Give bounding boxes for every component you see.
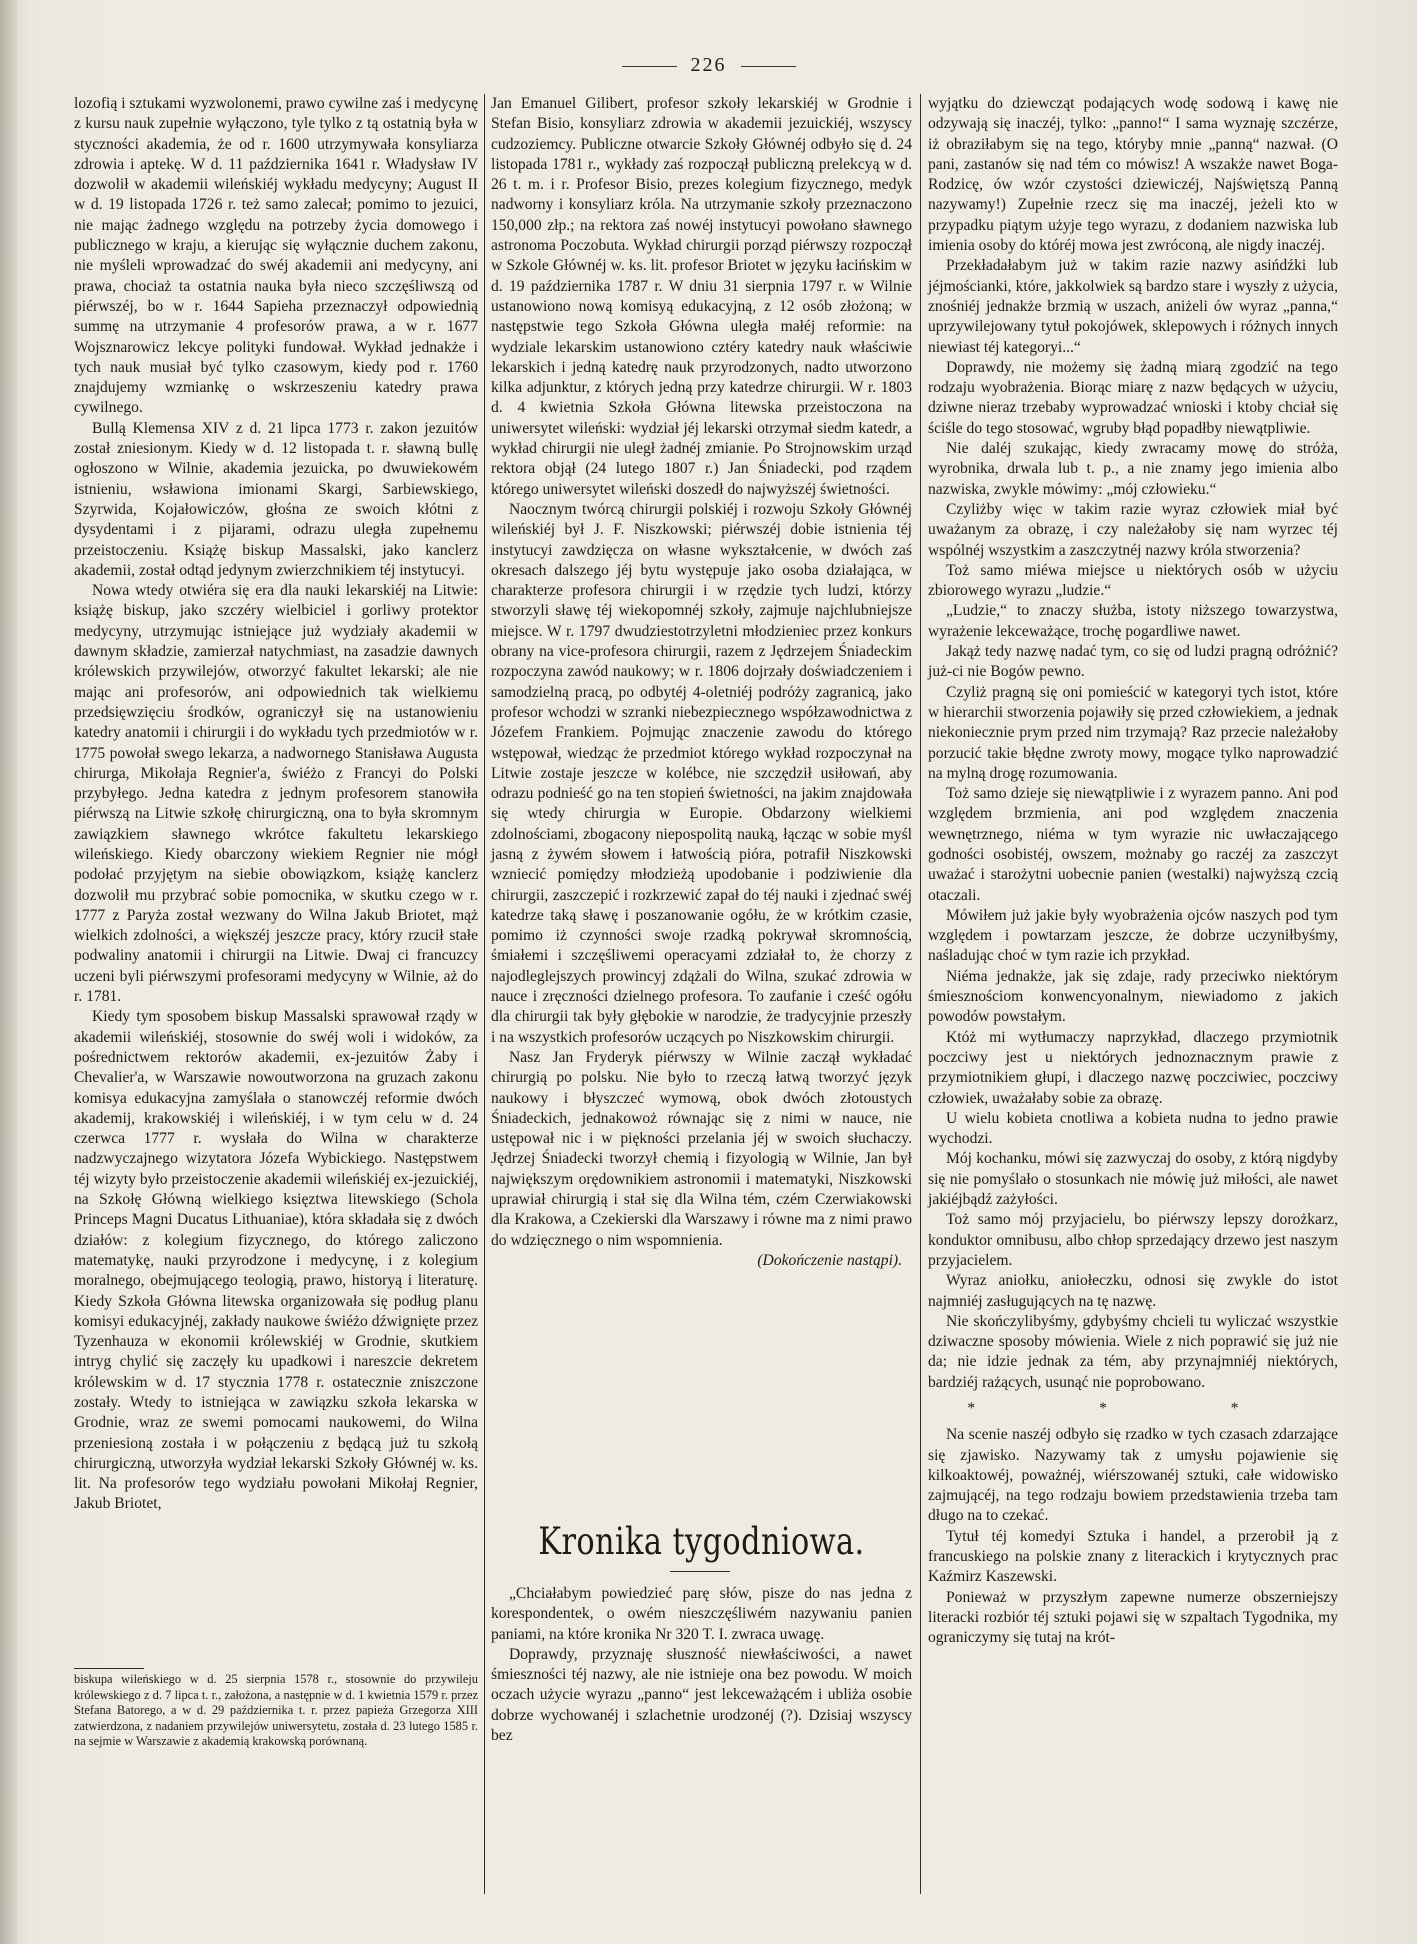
column-divider-2 <box>920 94 921 1894</box>
paragraph: Czyliżby więc w takim razie wyraz człowiek miał być uważanym za obrazę, i czy należałoby się nam wyrzec téj wspólnéj wszystkim a zaszczytnéj nazwy króla stworzenia? <box>928 500 1338 559</box>
paragraph: Na scenie naszéj odbyło się rzadko w tych czasach zdarzające się zjawisko. Nazywamy tak z umysłu pojawienie się kilkoaktowéj, poważnéj, wiérszowanéj sztuki, całe widowisko zajmującéj, na tego rodzaju bowiem przedstawienia trzeba tam długo na to czekać. <box>928 1426 1338 1525</box>
paragraph: Toż samo dzieje się niewątpliwie i z wyrazem panno. Ani pod względem brzmienia, ani pod względem znaczenia wewnętrznego, niéma w tym wyrazie nic uwłaczającego godności osobistéj, owszem, możnaby go raczéj za zaszczyt uważać i starożytni uobecnie panien (westalki) najwyższą czcią otaczali. <box>928 785 1338 904</box>
paragraph: Nie skończylibyśmy, gdybyśmy chcieli tu wyliczać wszystkie dziwaczne sposoby mówienia. Wiele z nich poprawić się już nie da; nie idzie jednak za tém, aby przynajmniéj niektórych, bardziéj rażących, usunąć nie poprobowano. <box>928 1312 1338 1391</box>
page-number: 226 <box>0 54 1417 77</box>
paragraph: Toż samo mój przyjacielu, bo piérwszy lepszy dorożkarz, konduktor omnibusu, albo chłop sprzedający drzewo jest naszym przyjacielem. <box>928 1211 1338 1269</box>
paragraph: Któż mi wytłumaczy naprzykład, dlaczego przymiotnik poczciwy jest u niektórych jednoznacznym prawie z przymiotnikiem głupi, i dlaczego nazwę poczciwiec, poczciwy człowiek, uważałaby sobie za obrazę. <box>928 1028 1338 1107</box>
footnote-rule <box>74 1668 144 1669</box>
paragraph: Niéma jednakże, jak się zdaje, rady przeciwko niektórym śmiesznościom konwencyonalnym, niewiadomo z jakich powodów powstałym. <box>928 967 1338 1026</box>
paragraph: Wyraz aniołku, aniołeczku, odnosi się zwykle do istot najmniéj zasługujących na tę nazwę. <box>928 1272 1338 1310</box>
paragraph: „Ludzie,“ to znaczy służba, istoty niższego towarzystwa, wyrażenie lekceważące, trochę pogardliwe nawet. <box>928 602 1338 640</box>
section-separator-stars: * * * <box>967 1400 1299 1417</box>
paragraph: lozofią i sztukami wyzwolonemi, prawo cywilne zaś i medycynę z kursu nauk zupełnie wyłączono, tyle tylko z tą ostatnią była w styczności akademia, że od r. 1600 utrzymywała konsyliarza zdrowia i aptekę. W d. 11 października 1641 r. Władysław IV dozwolił w akademii wileńskiéj wykładu medycyny; August II w d. 19 listopada 1726 r. też samo zalecał; pomimo to jezuici, nie mając żadnego względu na potrzeby życia domowego i publicznego w kraju, a kierując się wyłącznie duchem zakonu, nie myśleli wprowadzać do swéj akademii ani medycyny, ani prawa, chociaż ta ostatnia nauka była nieco szczęśliwszą od piérwszéj, bo w r. 1644 Sapieha przeznaczył odpowiednią summę na utrzymanie 4 profesorów prawa, a w r. 1677 Wojsznarowicz lekcye polityki fundował. Wykład jednakże i tych nauk musiał być tylko czasowym, kiedy pod r. 1760 znajdujemy wzmiankę o wskrzeszeniu katedry prawa cywilnego. <box>74 95 479 417</box>
paragraph: wyjątku do dziewcząt podających wodę sodową i kawę nie odzywają się inaczéj, tylko: „panno!“ I sama wyznaję szczérze, iż obraziłabym się na tego, któryby mnie „panną“ nazwał. (O pani, zastanów się nad tém co mówisz! A wszakże nawet Boga-Rodzicę, ów wzór czystości dziewiczéj, Najświętszą Panną nazywamy!) Zupełnie rzecz się ma inaczéj, jeżeli kto w przypadku piątym użyje tego wyrazu, z dodaniem nazwiska lub imienia osoby do któréj mowa jest zwróconą, ale nigdy inaczéj. <box>928 95 1338 255</box>
paragraph: Naocznym twórcą chirurgii polskiéj i rozwoju Szkoły Głównéj wileńskiéj był J. F. Niszkowski; piérwszéj dobie istnienia téj instytucyi zawdzięcza on własne wykształcenie, w dwóch zaś okresach dalszego jéj bytu występuje jako osoba działająca, w charakterze profesora chirurgii i w rzędzie tych ludzi, którzy stworzyli sławę téj wiekopomnéj szkoły, zajmuje najchlubniejsze miejsce. W r. 1797 dwudziestotrzyletni młodzieniec przez konkurs obrany na vice-profesora chirurgii, razem z Jędrzejem Śniadeckim rozpoczyna zawód naukowy; w r. 1806 dojrzały doświadczeniem i samodzielną pracą, po odbytéj 4-oletniéj podróży zagranicą, jako profesor wchodzi w szranki niebezpiecznego współzawodnictwa z Józefem Frankiem. Pojmując znaczenie zawodu do którego wstępował, wiedząc że przedmiot którego wykład rozpoczynał na Litwie zostaje jeszcze w kolébce, nie szczędził usiłowań, aby odrazu podnieść go na ten stopień świetności, na jakim znajdowała się wtedy chirurgia w Europie. Obdarzony wielkiemi zdolnościami, zbogacony niepospolitą nauką, łącząc w sobie myśl jasną z żywém słowem i łatwością pióra, potrafił Niszkowski wzniecić pomiędzy młodzieżą upodobanie i podziwienie dla chirurgii, zaszczepić i rozkrzewić zapał do téj nauki i zjednać swéj katedrze taką sławę i poszanowanie ogółu, że w krótkim czasie, pomimo iż czynności swoje rzadką pokrywał skromnością, śmiałemi i szczęśliwemi operacyami zdziałał to, że chorzy z najodleglejszych prowincyj zdążali do Wilna, szukać zdrowia w nauce i zręczności dzielnego profesora. To zaufanie i cześć ogółu dla chirurgii tak były głębokie w narodzie, że tradycyjnie przeszły i na wszystkich profesorów uczących po Niszkowskim chirurgii. <box>491 500 912 1046</box>
paragraph: Ponieważ w przyszłym zapewne numerze obszerniejszy literacki rozbiór téj sztuki pojawi się w szpaltach Tygodnika, my ograniczymy się tutaj na krót- <box>928 1588 1338 1647</box>
paragraph: Tytuł téj komedyi Sztuka i handel, a przerobił ją z francuskiego na polskie znany z literackich i krytycznych prac Kaźmirz Kaszewski. <box>928 1527 1338 1586</box>
paragraph: Doprawdy, przyznaję słuszność niewłaściwości, a nawet śmieszności téj nazwy, ale nie istnieje ona bez powodu. W moich oczach użycie wyrazu „panno“ jest lekceważącém i ubliża osobie dobrze wychowanéj i szlachetnie urodzonéj (?). Dzisiaj wszyscy bez <box>491 1645 912 1745</box>
page-binding-edge <box>0 0 18 1944</box>
paragraph: Doprawdy, nie możemy się żadną miarą zgodzić na tego rodzaju wyobrażenia. Biorąc miarę z nazw będących w użyciu, dziwne nieraz trzebaby wyprowadzać wnioski i ktoby chciał się ściśle do tego stosować, wgruby błąd popadłby niewątpliwie. <box>928 358 1338 437</box>
paragraph: Jakąż tedy nazwę nadać tym, co się od ludzi pragną odróżnić? już-ci nie Bogów pewno. <box>928 643 1338 681</box>
paragraph: Toż samo miéwa miejsce u niektórych osób w użyciu zbiorowego wyrazu „ludzie.“ <box>928 561 1338 600</box>
paragraph: Kiedy tym sposobem biskup Massalski sprawował rządy w akademii wileńskiéj, stosownie do swéj woli i widoków, za pośrednictwem rektorów akademii, ex-jezuitów Żaby i Chevalier'a, w Warszawie nowoutworzona na gruzach zakonu komisya edukacyjna zamyślała o stanowczéj reformie dwóch akademij, krakowskiéj i wileńskiéj, i w tym celu w d. 24 czerwca 1777 r. wysłała do Wilna w charakterze nadzwyczajnego wizytatora Józefa Wybickiego. Następstwem téj wizyty było przeistoczenie akademii wileńskiéj ex-jezuickiéj, na Szkołę Główną wielkiego księztwa litewskiego (Schola Princeps Magni Ducatus Lithuaniae), która składała się z dwóch działów: z kolegium fizycznego, do którego zaliczono matematykę, nauki przyrodzone i medycynę, i z kolegium moralnego, obejmującego teologią, prawo, historyą i literaturę. Kiedy Szkoła Główna litewska organizowała się podług planu komisyi edukacyjnéj, zakłady naukowe świéżo dźwignięte przez Tyzenhauza w ekonomii królewskiéj w Grodnie, skutkiem intryg chylić się zaczęły ku upadkowi i nareszcie dekretem królewskim w d. 17 stycznia 1778 r. ostatecznie zniszczone zostały. Wtedy to istniejąca w zawiązku szkoła lekarska w Grodnie, wraz ze swemi pomocami naukowemi, do Wilna przeniesioną została i w połączeniu z będącą już tu szkołą chirurgiczną, utworzyła wydział lekarski Szkoły Głównéj w. ks. lit. Na profesorów tego wydziału powołani Mikołaj Regnier, Jakub Briotet, <box>74 1008 478 1513</box>
paragraph: Przekładałabym już w takim razie nazwy asińdźki lub jéjmościanki, które, jakkolwiek są bardzo stare i wyszły z użycia, znośniéj jednakże brzmią w uszach, aniżeli ów wyraz „panna,“ uprzywilejowany tytuł pokojówek, sklepowych i różnych innych niewiast téj kategoryi...“ <box>928 257 1338 356</box>
column-divider-1 <box>484 94 485 1894</box>
column-1 <box>74 94 478 1515</box>
paragraph: U wielu kobieta cnotliwa a kobieta nudna to jedno prawie wychodzi. <box>928 1109 1338 1148</box>
paragraph: Mój kochanku, mówi się zazwyczaj do osoby, z którą nigdyby się nie pomyślało o stosunkach nie mówię już miłości, ale nawet jakiéjbądź zażyłości. <box>928 1150 1338 1209</box>
paragraph: Bullą Klemensa XIV z d. 21 lipca 1773 r. zakon jezuitów został zniesionym. Kiedy w d. 12 listopada t. r. sławną bullę ogłoszono w Wilnie, akademia jezuicka, po dwuwiekowém istnieniu, wsławiona imionami Skargi, Sarbiewskiego, Szyrwida, Kojałowiczów, głośna ze swoich kłótni z dysydentami i z pijarami, odrazu uległa zupełnemu przeistoczeniu. Książę biskup Massalski, jako kanclerz akademii, został odtąd jedynym zwierzchnikiem téj instytucyi. <box>74 419 478 579</box>
paragraph: Nasz Jan Fryderyk piérwszy w Wilnie zaczął wykładać chirurgią po polsku. Nie było to rzeczą łatwą tworzyć język naukowy i błyszczeć wymową, obok dwóch złotoustych Śniadeckich, jednakowoż równając się z nimi w nauce, nie ustępował nic i w piękności przelania jéj w swoich słuchaczy. Jędrzej Śniadecki tworzył chemią i fizyologią w Wilnie, Jan był największym orędownikiem astronomii i matematyki, Niszkowski uprawiał chirurgią i stał się dla Wilna tém, czém Czerwiakowski dla Krakowa, a Czekierski dla Warszawy i równe ma z nimi prawo do wdzięcznego o nim wspomnienia. <box>491 1048 912 1249</box>
paragraph: Mówiłem już jakie były wyobrażenia ojców naszych pod tym względem i powtarzam jeszcze, że dobrze uczyniłbyśmy, naśladując choć w tym razie ich przykład. <box>928 906 1338 965</box>
kronika-section <box>491 1584 912 1746</box>
section-title: Kronika tygodniowa. <box>538 1520 865 1563</box>
title-rule <box>670 1571 730 1572</box>
paragraph: Czyliż pragną się oni pomieścić w kategoryi tych istot, które w hierarchii stworzenia pojawiły się przed człowiekiem, a jednak niekoniecznie prym przed nim trzymają? Raz przecie należałoby porzucić takie błędne zwroty mowy, mogące tylko naprowadzić na mylną drogę rozumowania. <box>928 683 1338 782</box>
footnote: biskupa wileńskiego w d. 25 sierpnia 1578 r., stosownie do przywileju królewskiego z d. 7 lipca t. r., założona, a następnie w d. 1 kwietnia 1579 r. przez Stefana Batorego, a w d. 29 października t. r. przez papieża Grzegorza XIII zatwierdzona, z nadaniem przywilejów uniwersytetu, została d. 23 lutego 1585 r. na sejmie w Warszawie z akademią krakowską porównaną. <box>74 1672 478 1749</box>
paragraph: Jan Emanuel Gilibert, profesor szkoły lekarskiéj w Grodnie i Stefan Bisio, konsyliarz zdrowia w akademii jezuickiéj, wszyscy cudzoziemcy. Publiczne otwarcie Szkoły Głównéj odbyło się d. 24 listopada 1781 r., wykłady zaś rozpoczął publiczną prelekcyą w d. 26 t. m. i r. Profesor Bisio, prezes kolegium fizycznego, medyk nadworny i konsyliarz króla. Na utrzymanie szkoły przeznaczono 150,000 złp.; na rektora zaś nowéj instytucyi powołano sławnego astronoma Poczobuta. Wykład chirurgii porząd piérwszy rozpoczął w Szkole Głównéj w. ks. lit. profesor Briotet w języku łacińskim w d. 19 października 1787 r. W dniu 31 sierpnia 1797 r. w Wilnie ustanowiono nową komisyą edukacyjną, z 12 osób złożoną; w następstwie tego Szkoła Główna uległa małéj reformie: na wydziale lekarskim ustanowiono cztéry katedry nauk właściwie lekarskich i jedną katedrę nauk przyrodzonych, nadto utworzono kilka adjunktur, z których jedną przy katedrze chirurgii. W r. 1803 d. 4 kwietnia Szkoła Główna litewska przeistoczona na uniwersytet wileński: wydział jéj lekarski otrzymał siedm katedr, a wykład chirurgii nie uległ żadnéj zmianie. Po Strojnowskim urząd rektora objął (24 lutego 1807 r.) Jan Śniadecki, pod rządem którego uniwersytet wileński doszedł do najwyższéj świetności. <box>491 95 912 498</box>
continuation-note: (Dokończenie nastąpi). <box>757 1251 902 1269</box>
column-2 <box>491 94 912 1271</box>
paragraph: „Chciałabym powiedzieć parę słów, pisze do nas jedna z korespondentek, o owém nieszczęśliwém nazywaniu panien paniami, na które kronika Nr 320 T. I. zwraca uwagę. <box>491 1585 912 1643</box>
paragraph: Nie daléj szukając, kiedy zwracamy mowę do stróża, wyrobnika, drwala lub t. p., a nie znamy jego imienia albo nazwiska, zwykle mówimy: „mój człowieku.“ <box>928 440 1338 498</box>
column-3 <box>928 94 1338 1649</box>
paragraph: Nowa wtedy otwiéra się era dla nauki lekarskiéj na Litwie: książę biskup, jako szczéry wielbiciel i gorliwy protektor medycyny, utrzymując istniejące już wydziały akademii w dawnym składzie, zamierzał natychmiast, na zasadzie dawnych królewskich przywilejów, otworzyć fakultet lekarski; ale nie mając ani profesorów, ani odpowiednich tak wielkiemu przedsięwzięciu środków, ograniczył się na ustanowieniu katedry anatomii i chirurgii i do wykładu tych przedmiotów w r. 1775 powołał swego lekarza, a nadwornego Stanisława Augusta chirurga, Mikołaja Regnier'a, świéżo z Francyi do Polski przybyłego. Jedna katedra z jednym profesorem stanowiła piérwszą na Litwie szkołę chirurgiczną, ona to była skromnym zawiązkiem sławnego wkrótce fakultetu lekarskiego wileńskiego. Kiedy obarczony wiekiem Regnier nie mógł podołać przyjętym na siebie obowiązkom, książę kanclerz dozwolił mu przybrać sobie pomocnika, w skutku czego w r. 1777 z Paryża został wezwany do Wilna Jakub Briotet, mąż wielkich zdolności, a większéj jeszcze pracy, który rzucił stałe podwaliny anatomii i chirurgii na Litwie. Dwaj ci francuzcy uczeni byli piérwszymi profesorami medycyny w Wilnie, aż do r. 1781. <box>74 582 478 1006</box>
